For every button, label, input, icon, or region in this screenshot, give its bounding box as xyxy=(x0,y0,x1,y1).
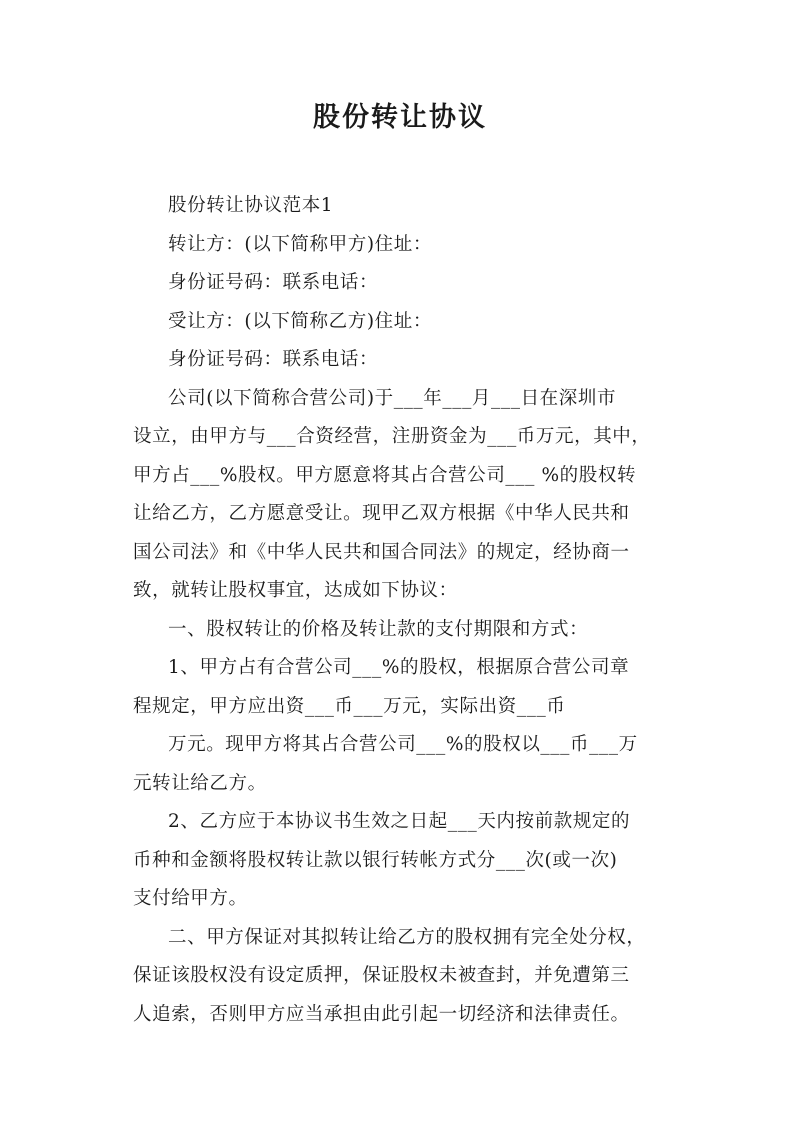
body-line: 设立，由甲方与___合资经营，注册资金为___币万元，其中， xyxy=(133,426,651,447)
body-line: 2、乙方应于本协议书生效之日起___天内按前款规定的 xyxy=(168,811,631,832)
body-line: 保证该股权没有设定质押，保证股权未被查封，并免遭第三 xyxy=(133,965,630,986)
body-line: 一、股权转让的价格及转让款的支付期限和方式： xyxy=(168,618,589,640)
body-line: 元转让给乙方。 xyxy=(133,772,267,794)
body-line: 甲方占___%股权。甲方愿意将其占合营公司___ %的股权转 xyxy=(133,464,637,486)
body-line: 致，就转让股权事宜，达成如下协议： xyxy=(133,580,458,601)
body-line: 身份证号码：联系电话： xyxy=(168,349,379,370)
body-line: 国公司法》和《中华人民共和国合同法》的规定，经协商一 xyxy=(133,541,630,563)
body-line: 二、甲方保证对其拟转让给乙方的股权拥有完全处分权， xyxy=(168,926,646,948)
body-line: 股份转让协议范本1 xyxy=(168,195,334,216)
body-line: 身份证号码：联系电话： xyxy=(168,272,379,293)
body-line: 币种和金额将股权转让款以银行转帐方式分___次(或一次) xyxy=(133,849,618,871)
body-line: 公司(以下简称合营公司)于___年___月___日在深圳市 xyxy=(168,387,617,409)
body-line: 1、甲方占有合营公司___%的股权，根据原合营公司章 xyxy=(168,657,630,678)
body-line: 人追索，否则甲方应当承担由此引起一切经济和法律责任。 xyxy=(133,1003,630,1025)
body-line: 转让方：(以下简称甲方)住址： xyxy=(168,233,432,255)
body-line: 万元。现甲方将其占合营公司___%的股权以___币___万 xyxy=(168,734,638,755)
body-line: 程规定，甲方应出资___币___万元，实际出资___币 xyxy=(133,695,566,717)
body-line: 让给乙方，乙方愿意受让。现甲乙双方根据《中华人民共和 xyxy=(133,503,630,524)
body-line: 支付给甲方。 xyxy=(133,888,248,909)
document-body xyxy=(133,187,688,1034)
body-line: 受让方：(以下简称乙方)住址： xyxy=(168,310,432,332)
document-title: 股份转让协议 xyxy=(313,102,487,133)
